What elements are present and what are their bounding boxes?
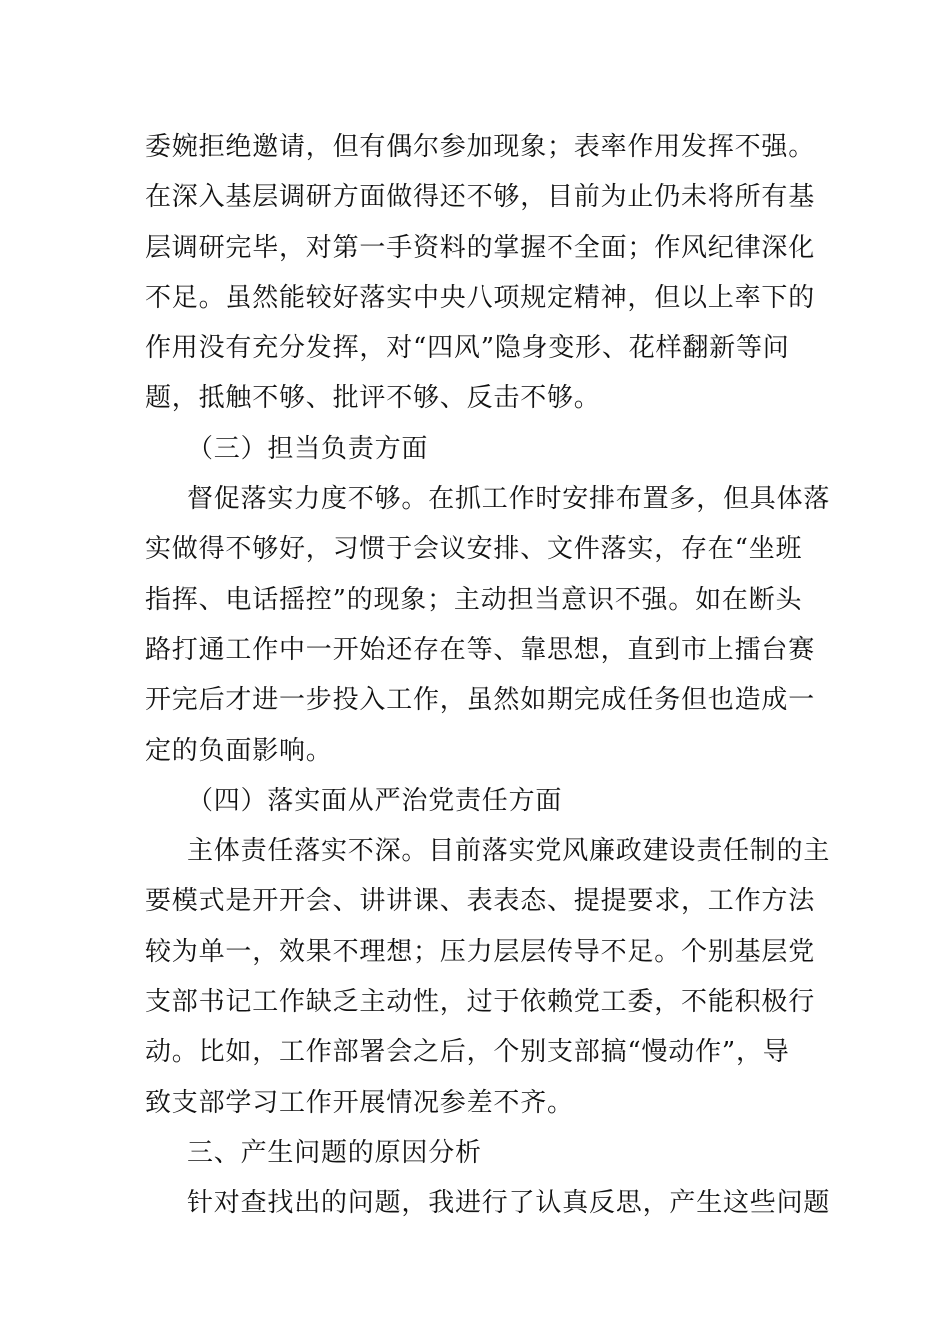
- text-line-19: 动。比如，工作部署会之后，个别支部搞“慢动作”，导: [145, 1037, 790, 1068]
- section-heading-4: （四）落实面从严治党责任方面: [187, 785, 563, 816]
- text-line-8: 督促落实力度不够。在抓工作时安排布置多，但具体落: [187, 484, 831, 515]
- text-line-10: 指挥、电话摇控”的现象；主动担当意识不强。如在断头: [145, 584, 803, 615]
- text-line-6: 题，抵触不够、批评不够、反击不够。: [145, 383, 601, 414]
- document-body: [145, 122, 831, 1229]
- text-line-22: 针对查找出的问题，我进行了认真反思，产生这些问题: [187, 1188, 831, 1219]
- text-line-4: 不足。虽然能较好落实中央八项规定精神，但以上率下的: [145, 282, 816, 313]
- text-line-17: 较为单一，效果不理想；压力层层传导不足。个别基层党: [145, 936, 816, 967]
- section-heading-3: （三）担当负责方面: [187, 433, 429, 464]
- text-line-12: 开完后才进一步投入工作，虽然如期完成任务但也造成一: [145, 685, 816, 716]
- text-line-2: 在深入基层调研方面做得还不够，目前为止仍未将所有基: [145, 182, 816, 213]
- text-line-20: 致支部学习工作开展情况参差不齐。: [145, 1087, 574, 1118]
- text-line-5: 作用没有充分发挥，对“四风”隐身变形、花样翻新等问: [145, 333, 790, 364]
- text-line-11: 路打通工作中一开始还存在等、靠思想，直到市上擂台赛: [145, 634, 816, 665]
- text-line-16: 要模式是开开会、讲讲课、表表态、提提要求，工作方法: [145, 886, 816, 917]
- text-line-18: 支部书记工作缺乏主动性，过于依赖党工委，不能积极行: [145, 987, 816, 1018]
- chapter-heading-3: 三、产生问题的原因分析: [187, 1137, 482, 1168]
- text-line-3: 层调研完毕，对第一手资料的掌握不全面；作风纪律深化: [145, 232, 816, 263]
- text-line-1: 委婉拒绝邀请，但有偶尔参加现象；表率作用发挥不强。: [145, 132, 816, 162]
- text-line-13: 定的负面影响。: [145, 735, 333, 766]
- text-line-15: 主体责任落实不深。目前落实党风廉政建设责任制的主: [187, 836, 831, 867]
- text-line-9: 实做得不够好，习惯于会议安排、文件落实，存在“坐班: [145, 534, 803, 565]
